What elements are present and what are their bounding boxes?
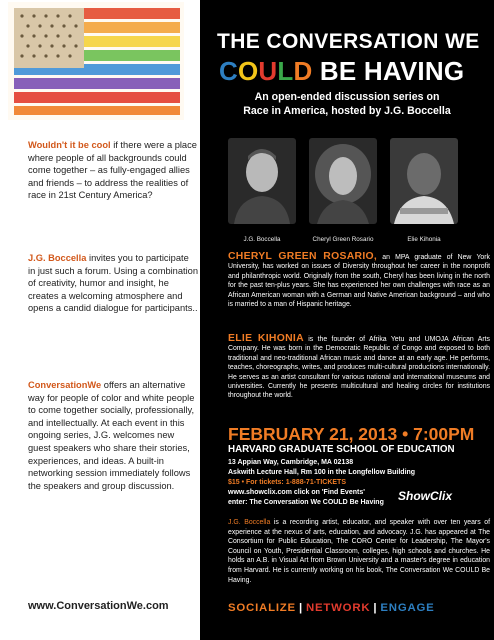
could-letter-u: U bbox=[258, 56, 278, 86]
caption-cheryl-green-rosario: Cheryl Green Rosario bbox=[312, 236, 374, 243]
cheryl-bio bbox=[228, 252, 490, 309]
cheryl-green-rosario-photo bbox=[309, 138, 377, 224]
host-body: invites you to participate in just such a forum. Using a combination of creativity, humor and insight, he creates a welcoming atmosphere and opens a candid dialogue for participants.. bbox=[28, 253, 199, 314]
right-column bbox=[200, 0, 494, 640]
jg-boccella-photo bbox=[228, 138, 296, 224]
elie-bio bbox=[228, 334, 490, 401]
title-line-1: THE CONVERSATION WE bbox=[217, 30, 480, 53]
caption-elie-kihonia: Elie Kihonia bbox=[407, 236, 441, 243]
event-date: FEBRUARY 21, 2013 • 7:00PM bbox=[228, 424, 475, 444]
caption-jg-boccella: J.G. Boccella bbox=[243, 236, 281, 243]
cheryl-bio-text: an MPA graduate of New York University, has worked on issues of Diversity throughout her career in the nonprofit and philanthropic world. Originally from the south, Cheryl has been living in the north for the past ten-plus years. She has experienced her own challenges with race as an African American woman with a German and Native American background – and who is married to a man of Hispanic heritage. bbox=[228, 254, 490, 309]
host-lead: J.G. Boccella bbox=[28, 253, 87, 263]
could-letter-o: O bbox=[237, 56, 259, 86]
intro-body: if there were a place where people of all backgrounds could come together – as fully-engaged allies and friends – to address the realities of race in 21st Century America? bbox=[28, 140, 197, 201]
intro-paragraph bbox=[28, 139, 198, 202]
footer-separator-2: | bbox=[373, 602, 378, 614]
series-body: offers an alternative way for people of color and white people to come together socially, professionally, and intellectually. At each event in this ongoing series, J.G. welcomes new guest speakers who share their stories, experiences, and ideas. A built-in networking session immediately follows the speakers and group discussion. bbox=[28, 380, 195, 491]
subtitle bbox=[200, 90, 494, 118]
jg-bio bbox=[228, 518, 490, 585]
elie-bio-name: ELIE KIHONIA bbox=[228, 333, 304, 344]
series-lead: ConversationWe bbox=[28, 380, 102, 390]
series-paragraph bbox=[28, 379, 198, 492]
cheryl-bio-name: CHERYL GREEN ROSARIO, bbox=[228, 251, 378, 262]
website-link[interactable]: www.ConversationWe.com bbox=[28, 600, 169, 612]
showclix-instructions: www.showclix.com click on 'Find Events' bbox=[228, 489, 365, 496]
showclix-enter: enter: The Conversation We COULD Be Having bbox=[228, 499, 384, 506]
host-paragraph bbox=[28, 252, 198, 315]
footer-tagline bbox=[228, 602, 435, 614]
could-letter-c: C bbox=[219, 56, 238, 86]
crayon-flag-illustration bbox=[8, 2, 184, 120]
event-venue: HARVARD GRADUATE SCHOOL OF EDUCATION bbox=[228, 444, 455, 455]
intro-lead: Wouldn't it be cool bbox=[28, 140, 111, 150]
footer-network: NETWORK bbox=[305, 602, 371, 614]
showclix-logo: ShowClix bbox=[398, 489, 453, 503]
be-having-text: BE HAVING bbox=[319, 56, 465, 86]
footer-socialize: SOCIALIZE bbox=[228, 602, 296, 614]
title-line-2 bbox=[219, 56, 464, 87]
footer-separator-1: | bbox=[298, 602, 303, 614]
could-letter-l: L bbox=[277, 56, 294, 86]
event-room: Askwith Lecture Hall, Rm 100 in the Longfellow Building bbox=[228, 469, 416, 476]
footer-engage: ENGAGE bbox=[380, 602, 435, 614]
event-address: 13 Appian Way, Cambridge, MA 02138 bbox=[228, 459, 354, 466]
elie-bio-text: is the founder of Afrika Yetu and UMOJA African Arts Company. He was born in the Democratic Republic of Congo and exposed to both traditional and neo-traditional African music and dance at an early age. He performs, teaches, choreographs, writes, and produces multi-cultural productions internationally. He serves as an artist consultant for various national and international museums and universities. Currently he presents multicultural and healing circles for institutions throughout the world. bbox=[228, 336, 490, 400]
could-letter-d: D bbox=[293, 56, 313, 86]
subtitle-line-1: An open-ended discussion series on bbox=[254, 91, 440, 103]
event-tickets: $15 • For tickets: 1-888-71-TICKETS bbox=[228, 479, 346, 486]
jg-bio-name: J.G. Boccella bbox=[228, 519, 271, 526]
jg-bio-text: is a recording artist, educator, and speaker with over ten years of experience at the nexus of arts, education, and advocacy. J.G. has appeared at The Consortium for Public Education, The CORO Center for Leadership, The Mayor's Council on Youth, Presidential Classroom, colleges, high schools and churches. He holds an A.B. in Visual Art from Brown University and a master's degree in education from Harvard. He is currently working on his book, The Conversation We COULD Be Having. bbox=[228, 519, 491, 584]
left-column bbox=[0, 0, 200, 640]
subtitle-line-2: Race in America, hosted by J.G. Boccella bbox=[243, 105, 451, 117]
elie-kihonia-photo bbox=[390, 138, 458, 224]
